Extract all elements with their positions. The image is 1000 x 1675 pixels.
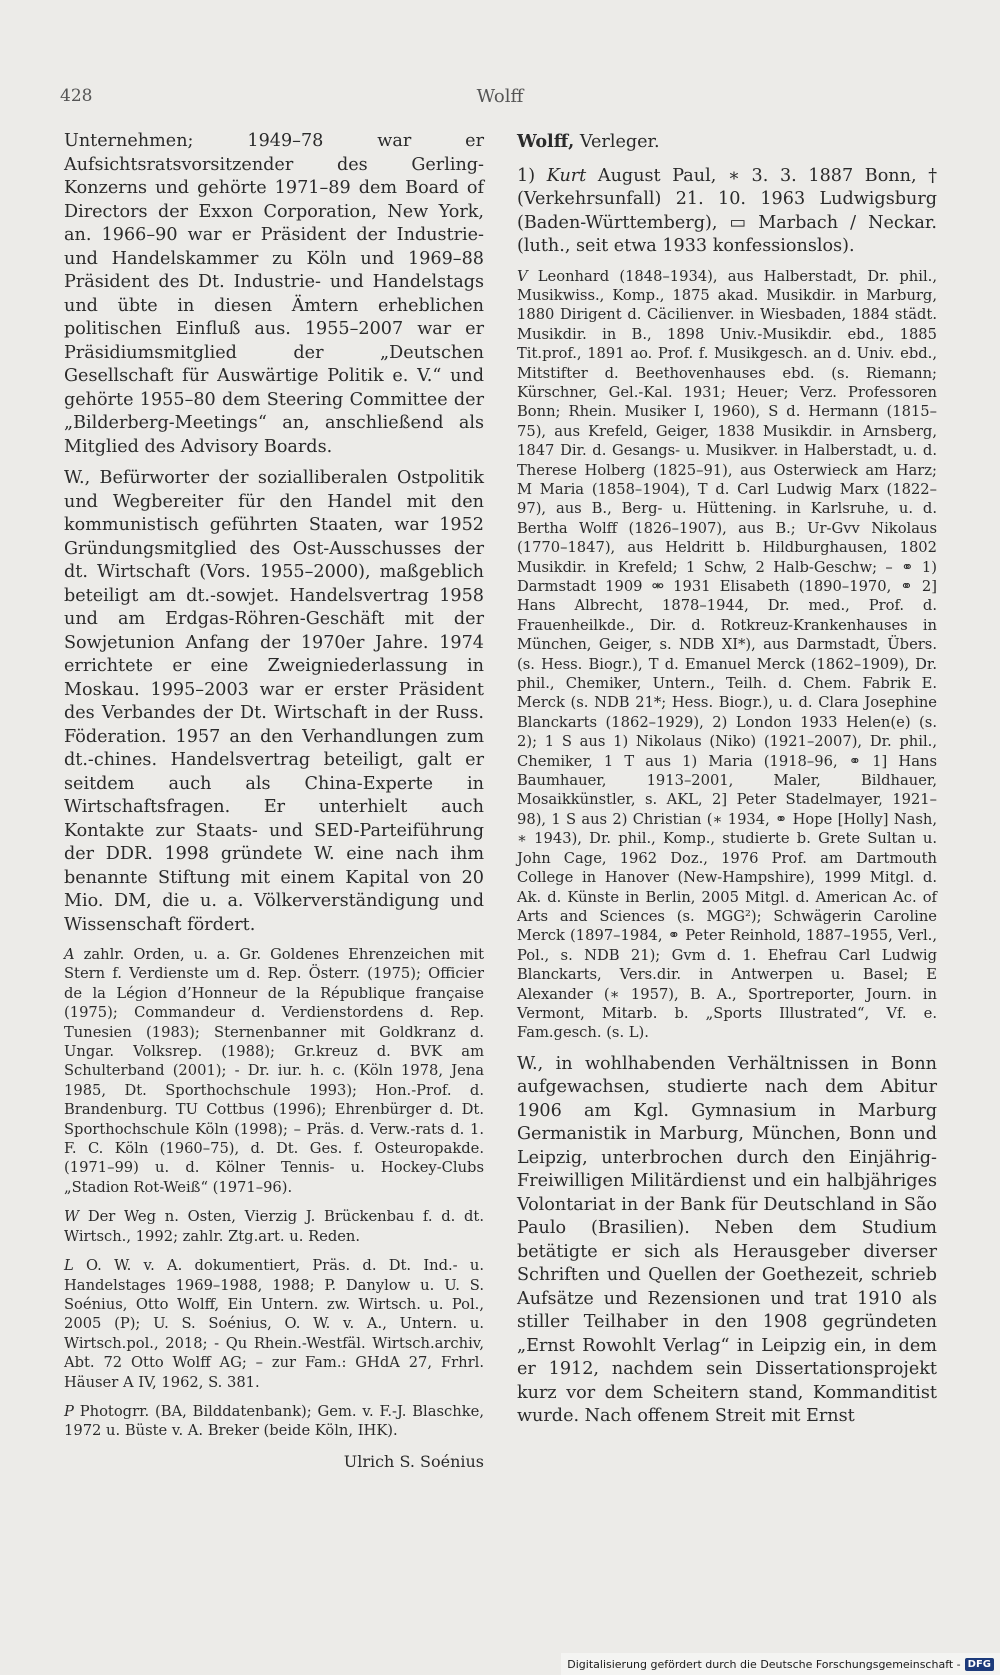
literature-lead: L [64,1257,74,1275]
entry-role: Verleger. [574,132,660,152]
awards-section [64,945,484,1197]
portraits-text: Photogrr. (BA, Bilddatenbank); Gem. v. F.-J. Blaschke, 1972 u. Büste v. A. Breker (beide Köln, IHK). [64,1402,484,1440]
paragraph-career: Unternehmen; 1949–78 war er Aufsichtsratsvorsitzender des Gerling-Konzerns und gehörte 1971–89 dem Board of Directors der Exxon Corporation, New York, an. 1966–90 war er Präsident der Industrie- und Handelskammer zu Köln und 1969–88 Präsident des Dt. Industrie- und Handelstags und übte in diesen Ämtern erheblichen politischen Einfluß aus. 1955–2007 war er Präsidiumsmitglied der „Deutschen Gesellschaft für Auswärtige Politik e. V.“ und gehörte 1955–80 dem Steering Committee der „Bilderberg-Meetings“ an, anschließend als Mitglied des Advisory Boards. [64,131,484,457]
person-first-name: Kurt [546,165,587,186]
portraits-lead: P [64,1402,74,1420]
paragraph-ostpolitik: W., Befürworter der sozialliberalen Ostpolitik und Wegbereiter für den Handel mit den kommunistisch geführten Staaten, war 1952 Gründungsmitglied des Ost-Ausschusses der dt. Wirtschaft (Vors. 1955–2000), maßgeblich beteiligt am dt.-sowjet. Handelsvertrag 1958 und am Erdgas-Röhren-Geschäft mit der Sowjetunion Anfang der 1970er Jahre. 1974 errichtete er eine Zweigniederlassung in Moskau. 1995–2003 war er erster Präsident des Verbandes der Dt. Wirtschaft in der Russ. Föderation. 1957 an den Verhandlungen zum dt.-chines. Handelsvertrag beteiligt, galt er seitdem auch als China-Experte in Wirtschaftsfragen. Er unterhielt auch Kontakte zur Staats- und SED-Parteiführung der DDR. 1998 gründete W. eine nach ihm benannte Stiftung mit einem Kapital von 20 Mio. DM, die u. a. Völkerverständigung und Wissenschaft fördert. [64,468,484,935]
person-details: August Paul, ∗ 3. 3. 1887 Bonn, † (Verkehrsunfall) 21. 10. 1963 Ludwigsburg (Baden-Württemberg), ▭ Marbach / Neckar. (luth., seit etwa 1933 konfessionslos). [517,165,937,256]
entry-name: Wolff, [517,131,575,152]
left-column [64,130,484,1473]
genealogy-text: Leonhard (1848–1934), aus Halberstadt, Dr. phil., Musikwiss., Komp., 1875 akad. Musikdir. in Marburg, 1880 Dirigent d. Cäcilienver. in Wiesbaden, 1884 städt. Musikdir. in B., 1898 Univ.-Musikdir. ebd., 1885 Tit.prof., 1891 ao. Prof. f. Musikgesch. an d. Univ. ebd., Mitstifter d. Beethovenhauses ebd. (s. Riemann; Kürschner, Gel.-Kal. 1931; Heuer; Verz. Professoren Bonn; Rhein. Musiker I, 1960), S d. Hermann (1815–75), aus Krefeld, Geiger, 1838 Musikdir. in Arnsberg, 1847 Dir. d. Gesangs- u. Musikver. in Halberstadt, u. d. Therese Holberg (1825–91), aus Osterwieck am Harz; M Maria (1858–1904), T d. Carl Ludwig Marx (1822–97), aus B., Berg- u. Hüttening. in Karlsruhe, u. d. Bertha Wolff (1826–1907), aus B.; Ur-Gvv Nikolaus (1770–1847), aus Heldritt b. Hildburghausen, 1802 Musikdir. in Krefeld; 1 Schw, 2 Halb-Geschw; – ⚭ 1) Darmstadt 1909 ⚮ 1931 Elisabeth (1890–1970, ⚭ 2] Hans Albrecht, 1878–1944, Dr. med., Prof. d. Frauenheilkde., Dir. d. Rotkreuz-Krankenhauses in München, Geiger, s. NDB XI*), aus Darmstadt, Übers. (s. Hess. Biogr.), T d. Emanuel Merck (1862–1909), Dr. phil., Chemiker, Untern., Teilh. d. Chem. Fabrik E. Merck (s. NDB 21*; Hess. Biogr.), u. d. Clara Josephine Blanckarts (1862–1929), 2) London 1933 Helen(e) (s. 2); 1 S aus 1) Nikolaus (Niko) (1921–2007), Dr. phil., Chemiker, 1 T aus 1) Maria (1918–96, ⚭ 1] Hans Baumhauer, 1913–2001, Maler, Bildhauer, Mosaikkünstler, s. AKL, 2] Peter Stadelmayer, 1921–98), 1 S aus 2) Christian (∗ 1934, ⚭ Hope [Holly] Nash, ∗ 1943), Dr. phil., Komp., studierte b. Grete Sultan u. John Cage, 1962 Doz., 1976 Prof. am Dartmouth College in Hanover (New-Hampshire), 1999 Mitgl. d. Ak. d. Künste in Berlin, 2005 Mitgl. d. American Ac. of Arts and Sciences (s. MGG²); Schwägerin Caroline Merck (1897–1984, ⚭ Peter Reinhold, 1887–1955, Verl., Pol., s. NDB 21); Gvm d. 1. Ehefrau Carl Ludwig Blanckarts, Vers.dir. in Antwerpen u. Basel; E Alexander (∗ 1957), B. A., Sportreporter, Journ. in Vermont, Mitarb. b. „Sports Illustrated“, Vf. e. Fam.gesch. (s. L). [517,267,937,1042]
literature-text: O. W. v. A. dokumentiert, Präs. d. Dt. Ind.- u. Handelstages 1969–1988, 1988; P. Danylow u. U. S. Soénius, Otto Wolff, Ein Untern. zw. Wirtsch. u. Pol., 2005 (P); U. S. Soénius, O. W. v. A., Untern. u. Wirtsch.pol., 2018; - Qu Rhein.-Westfäl. Wirtsch.archiv, Abt. 72 Otto Wolff AG; – zur Fam.: GHdA 27, Frhrl. Häuser A IV, 1962, S. 381. [64,1257,484,1391]
works-lead: W [64,1208,80,1226]
page-number: 428 [60,86,93,106]
person-prefix: 1) [517,165,547,186]
works-text: Der Weg n. Osten, Vierzig J. Brückenbau f. d. dt. Wirtsch., 1992; zahlr. Ztg.art. u. Reden. [64,1208,484,1245]
paragraph-biography: W., in wohlhabenden Verhältnissen in Bonn aufgewachsen, studierte nach dem Abitur 1906 am Kgl. Gymnasium in Marburg Germanistik in Marburg, München, Bonn und Leipzig, unterbrochen durch den Einjährig-Freiwilligen Militärdienst und ein halbjähriges Volontariat in der Bank für Deutschland in São Paulo (Brasilien). Neben dem Studium betätigte er sich als Herausgeber diverser Schriften und Quellen der Goethezeit, schrieb Aufsätze und Rezensionen und trat 1910 als stiller Teilhaber in den 1908 gegründeten „Ernst Rowohlt Verlag“ in Leipzig ein, in dem er 1912, nachdem sein Dissertationsprojekt kurz vor dem Scheitern stand, Kommanditist wurde. Nach offenem Streit mit Ernst [517,1053,937,1427]
digitization-footer [561,1653,1000,1675]
genealogy-lead: V [517,267,528,285]
right-column [517,130,937,1437]
genealogy-section [517,267,937,1043]
awards-lead: A [64,946,75,963]
entry-heading [517,130,937,155]
article-author: Ulrich S. Soénius [343,1451,484,1471]
portraits-section [64,1402,484,1441]
awards-text: zahlr. Orden, u. a. Gr. Goldenes Ehrenzeichen mit Stern f. Verdienste um d. Rep. Österr. (1975); Officier de la Légion d’Honneur de la République française (1975); Commandeur d. Verdienstordens d. Rep. Tunesien (1983); Sternenbanner mit Goldkranz d. Ungar. Volksrep. (1988); Gr.kreuz d. BVK am Schulterband (2001); - Dr. iur. h. c. (Köln 1978, Jena 1985, Dt. Sporthochschule 1993); Hon.-Prof. d. Brandenburg. TU Cottbus (1996); Ehrenbürger d. Dt. Sporthochschule Köln (1998); – Präs. d. Verw.-rats d. 1. F. C. Köln (1960–75), d. Dt. Ges. f. Osteuropakde. (1971–99) u. d. Kölner Tennis- u. Hockey-Clubs „Stadion Rot-Weiß“ (1971–96). [64,946,484,1196]
running-head: Wolff [476,86,524,107]
works-section [64,1207,484,1246]
footer-note-text: Digitalisierung gefördert durch die Deutsche Forschungsgemeinschaft - [567,1657,961,1671]
page-header [60,86,940,116]
literature-section [64,1256,484,1392]
dfg-logo-icon: DFG [965,1658,994,1671]
person-header [517,165,937,259]
